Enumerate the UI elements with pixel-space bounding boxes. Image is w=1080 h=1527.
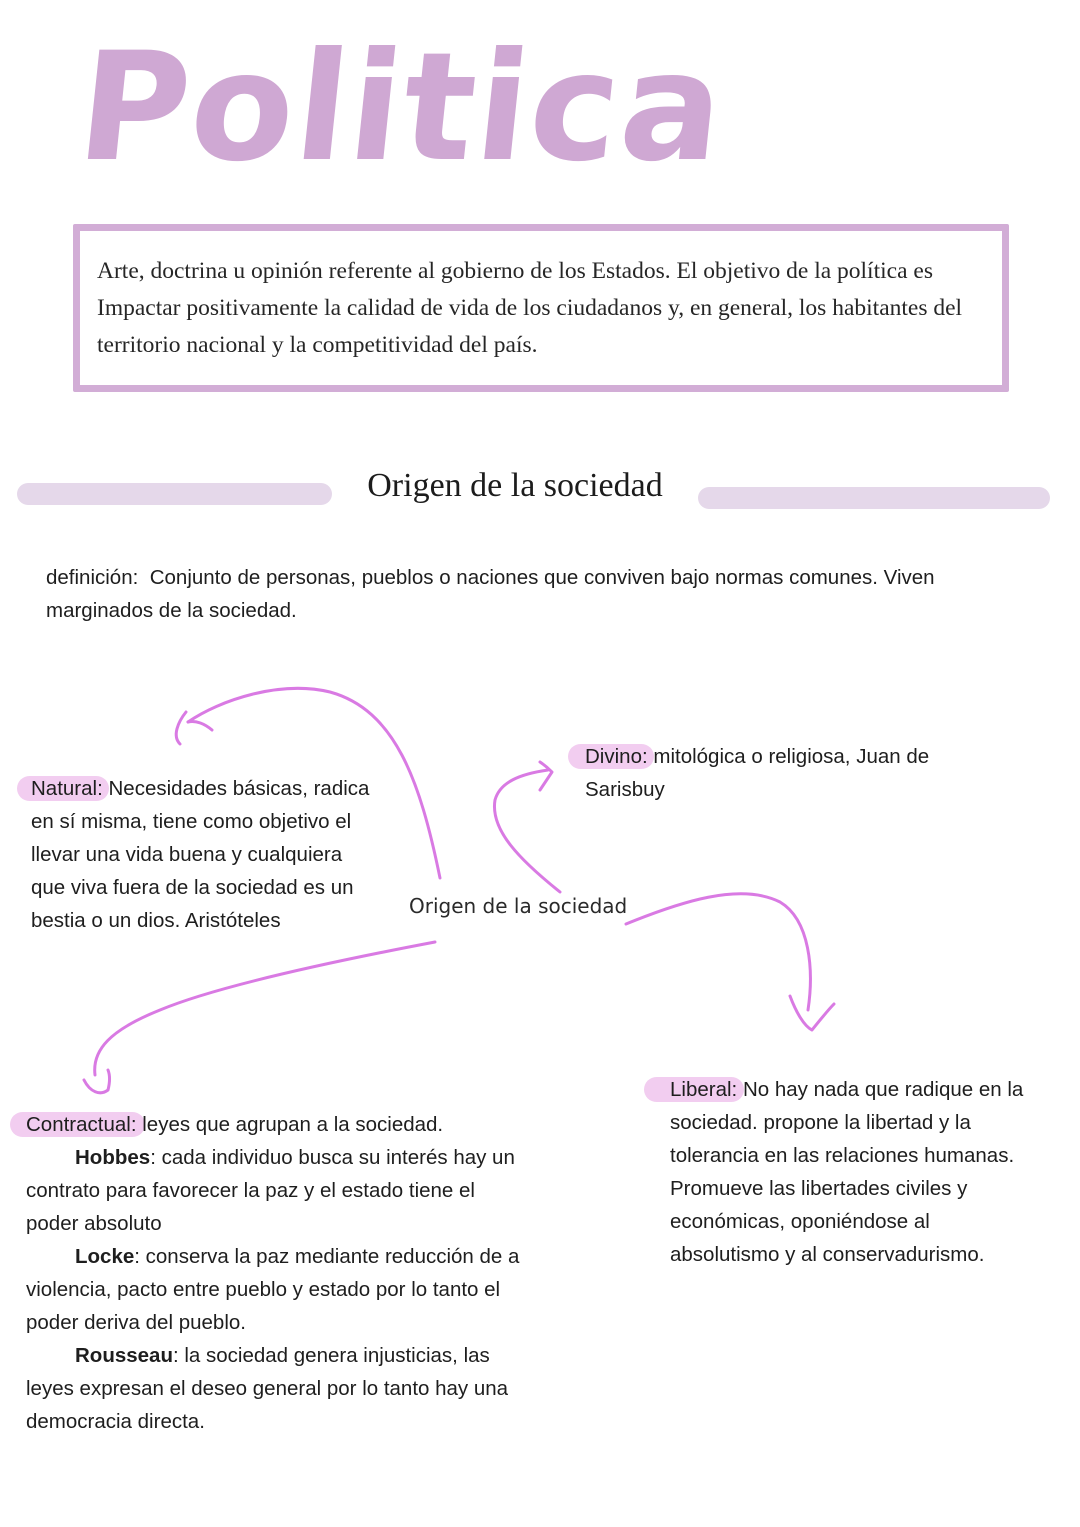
- center-node-label: Origen de la sociedad: [409, 894, 628, 918]
- contractual-label: Contractual:: [26, 1113, 137, 1136]
- page-title: Politica: [70, 21, 734, 195]
- arrowhead-contractual: [84, 1070, 110, 1093]
- divino-node: [585, 740, 975, 806]
- natural-label: Natural:: [31, 777, 103, 800]
- arrowhead-liberal: [790, 996, 834, 1030]
- arrow-to-divino: [494, 770, 560, 892]
- arrow-to-contractual: [95, 942, 435, 1075]
- locke-name: Locke: [75, 1245, 135, 1268]
- contractual-node: [26, 1108, 526, 1438]
- hobbes-text: : cada individuo busca su interés hay un contrato para favorecer la paz y el estado tiene el poder absoluto: [26, 1146, 515, 1235]
- liberal-text: No hay nada que radique en la sociedad. propone la libertad y la tolerancia en las relaciones humanas. Promueve las libertades civiles y económicas, oponiéndose al absolutismo y al conservadurismo.: [670, 1078, 1024, 1266]
- liberal-label: Liberal:: [670, 1078, 738, 1101]
- locke-text: : conserva la paz mediante reducción de a violencia, pacto entre pueblo y estado por lo tanto el poder deriva del pueblo.: [26, 1245, 520, 1334]
- definition-text: Conjunto de personas, pueblos o naciones que conviven bajo normas comunes. Viven marginados de la sociedad.: [46, 566, 935, 622]
- rousseau-text: : la sociedad genera injusticias, las leyes expresan el deseo general por lo tanto hay una democracia directa.: [26, 1344, 509, 1433]
- rousseau-name: Rousseau: [75, 1344, 173, 1367]
- arrow-to-liberal: [626, 894, 810, 1010]
- liberal-node: [670, 1073, 1032, 1271]
- definition-box-text: Arte, doctrina u opinión referente al gobierno de los Estados. El objetivo de la política es Impactar positivamente la calidad de vida de los ciudadanos y, en general, los habitantes del territorio nacional y la competitividad del país.: [97, 258, 963, 358]
- divino-label: Divino:: [585, 745, 648, 768]
- hobbes-name: Hobbes: [75, 1146, 151, 1169]
- natural-text: Necesidades básicas, radica en sí misma, tiene como objetivo el llevar una vida buena y cualquiera que viva fuera de la sociedad es un bestia o un dios. Aristóteles: [31, 777, 370, 932]
- section-title: Origen de la sociedad: [367, 467, 663, 504]
- divino-text: mitológica o religiosa, Juan de Sarisbuy: [585, 745, 930, 801]
- definition-label: definición:: [46, 566, 139, 589]
- arrowhead-divino: [540, 762, 552, 790]
- natural-node: [31, 772, 376, 937]
- contractual-text: leyes que agrupan a la sociedad.: [142, 1113, 444, 1136]
